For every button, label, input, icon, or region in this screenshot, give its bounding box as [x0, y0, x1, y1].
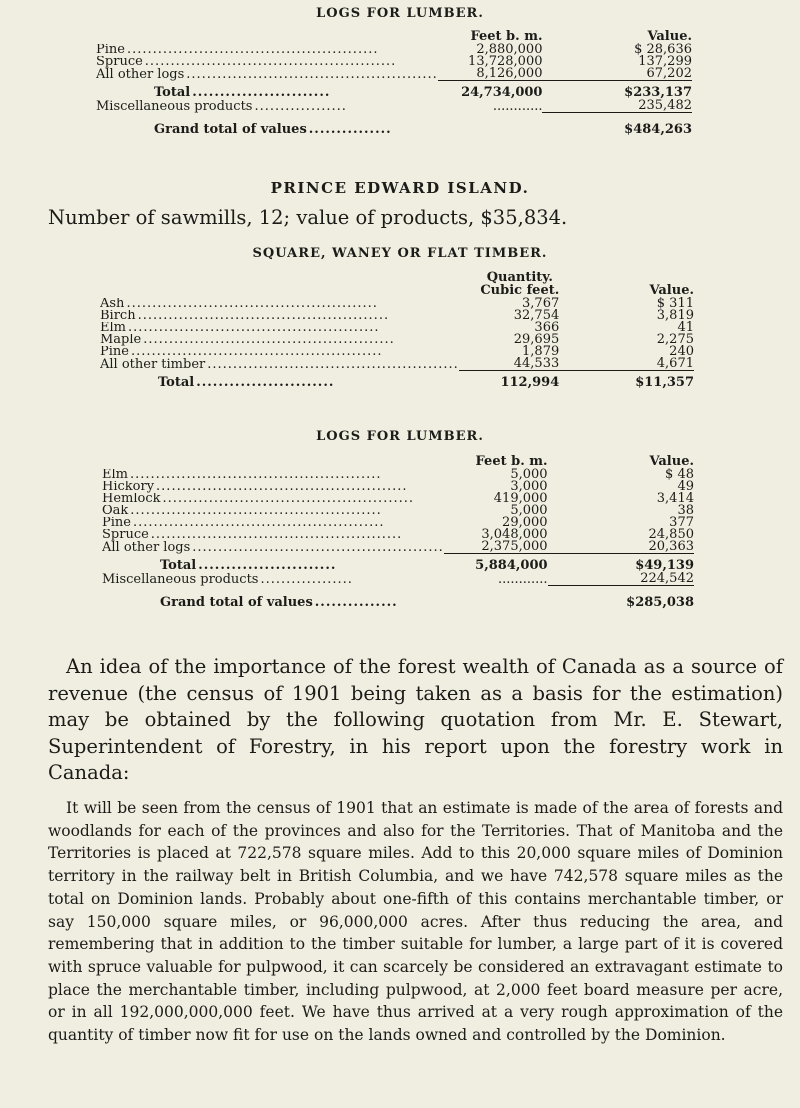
row-label: Hickory [102, 481, 155, 493]
row-value: 38 [677, 503, 694, 518]
table-row: Ash ................................................. 3,767 $ 311 [100, 296, 694, 311]
row-value: 41 [677, 320, 694, 335]
row-value: 20,363 [648, 539, 694, 554]
row-value: 4,671 [656, 356, 694, 371]
section1-heading: LOGS FOR LUMBER. [316, 6, 484, 21]
row-value: 240 [669, 344, 694, 359]
section3-col1-header: Feet b. m. [475, 454, 548, 469]
row-label: All other logs [96, 68, 185, 81]
total-label: Total [158, 375, 195, 390]
row-label: Pine [96, 44, 125, 56]
row-value: 24,850 [648, 527, 694, 542]
table-row: Spruce ................................................. 3,048,000 24,850 [102, 527, 694, 542]
misc-quantity: ............ [497, 571, 548, 587]
row-value: 3,414 [656, 491, 694, 506]
pei-summary: Number of sawmills, 12; value of products, $35,834. [48, 206, 568, 229]
section1-table [96, 30, 692, 137]
section1-misc-row: Miscellaneous products .................. ............ 235,482 [96, 98, 692, 114]
total-quantity: 24,734,000 [438, 81, 543, 101]
section2-table [100, 271, 694, 390]
row-label: Elm [102, 469, 128, 481]
row-value: 137,299 [638, 54, 692, 69]
row-value: $ 311 [656, 296, 694, 311]
row-quantity: 5,000 [510, 467, 548, 482]
row-value: 67,202 [646, 66, 692, 81]
row-value: $ 48 [665, 467, 694, 482]
row-value: 377 [669, 515, 694, 530]
row-label: Hemlock [102, 493, 161, 505]
row-label: All other timber [100, 358, 206, 371]
row-label: Elm [100, 322, 126, 334]
total-quantity: 112,994 [459, 371, 560, 391]
table-row: All other logs ................................................. 2,375,000 20,363 [102, 539, 694, 554]
row-label: Birch [100, 310, 136, 322]
section1-total-row: Total ......................... 24,734,000 $233,137 [96, 81, 692, 101]
intro-paragraph-text: An idea of the importance of the forest wealth of Canada as a source of revenue (the census of 1901 being taken as a basis for the estimation) may be obtained by the following quotation from Mr. E. Stewart, Superintendent of Forestry, in his report upon the forestry work in Canada: [48, 655, 783, 784]
row-quantity: 2,375,000 [481, 539, 548, 554]
total-value: $11,357 [559, 371, 694, 391]
row-quantity: 3,048,000 [481, 527, 548, 542]
section3-grand-row: Grand total of values ............... $285,038 [102, 586, 694, 611]
section1-grand-row: Grand total of values ............... $484,263 [96, 113, 692, 138]
table-row: Pine ................................................. 29,000 377 [102, 515, 694, 530]
section3-header-row [102, 455, 694, 469]
row-quantity: 419,000 [493, 491, 548, 506]
section3-misc-row: Miscellaneous products .................. ............ 224,542 [102, 571, 694, 587]
table-row: Birch ................................................. 32,754 3,819 [100, 308, 694, 323]
row-value: 49 [677, 479, 694, 494]
row-quantity: 5,000 [510, 503, 548, 518]
row-quantity: 29,695 [513, 332, 560, 347]
row-label: Oak [102, 505, 129, 517]
misc-quantity: ............ [492, 98, 543, 114]
grand-value: $484,263 [542, 113, 692, 138]
table-row: Elm ................................................. 366 41 [100, 320, 694, 335]
misc-label: Miscellaneous products [102, 573, 259, 586]
total-label: Total [160, 558, 197, 573]
row-label: Spruce [96, 56, 143, 68]
row-quantity: 8,126,000 [476, 66, 543, 81]
table-row: Maple ................................................. 29,695 2,275 [100, 332, 694, 347]
section2-header-row [100, 271, 694, 298]
table-row: Spruce ................................................. 13,728,000 137,299 [96, 54, 692, 69]
section1-col2-header: Value. [647, 29, 692, 44]
table-row: All other logs ................................................. 8,126,000 67,202 [96, 66, 692, 81]
row-label: Pine [102, 517, 131, 529]
misc-label: Miscellaneous products [96, 100, 253, 113]
section3-col2-header: Value. [649, 454, 694, 469]
section3-table [102, 455, 694, 610]
row-quantity: 29,000 [502, 515, 548, 530]
section1-col1-header: Feet b. m. [470, 29, 543, 44]
row-quantity: 32,754 [513, 308, 560, 323]
section2-col1-header-a: Quantity. [486, 270, 553, 285]
table-row: Hemlock ................................................. 419,000 3,414 [102, 491, 694, 506]
misc-value: 235,482 [638, 98, 692, 113]
row-quantity: 13,728,000 [468, 54, 543, 69]
row-value: 3,819 [656, 308, 694, 323]
section3-total-row: Total ......................... 5,884,000 $49,139 [102, 554, 694, 574]
row-value: $ 28,636 [634, 42, 692, 57]
row-label: Spruce [102, 529, 149, 541]
misc-value: 224,542 [640, 571, 694, 586]
intro-paragraph [48, 654, 783, 787]
section2-col1-header-b: Cubic feet. [480, 283, 560, 298]
row-quantity: 1,879 [522, 344, 560, 359]
row-label: All other logs [102, 541, 191, 554]
row-quantity: 3,000 [510, 479, 548, 494]
row-quantity: 44,533 [513, 356, 560, 371]
total-label: Total [154, 85, 191, 100]
total-value: $49,139 [548, 554, 694, 574]
section2-col2-header: Value. [649, 283, 694, 298]
row-quantity: 3,767 [522, 296, 560, 311]
row-label: Ash [100, 298, 125, 310]
section3-heading: LOGS FOR LUMBER. [316, 429, 484, 444]
section2-total-row: Total ......................... 112,994 $11,357 [100, 371, 694, 391]
table-row: Pine ................................................. 2,880,000 $ 28,636 [96, 42, 692, 57]
pei-heading: PRINCE EDWARD ISLAND. [270, 179, 530, 197]
row-value: 2,275 [656, 332, 694, 347]
grand-value: $285,038 [548, 586, 694, 611]
grand-label: Grand total of values [154, 122, 307, 137]
total-value: $233,137 [542, 81, 692, 101]
table-row: Pine ................................................. 1,879 240 [100, 344, 694, 359]
quote-paragraph [48, 797, 783, 1047]
quote-paragraph-text: It will be seen from the census of 1901 that an estimate is made of the area of forests and woodlands for each of the provinces and also for the Territories. That of Manitoba and the Territories is placed at 722,578 square miles. Add to this 20,000 square miles of Dominion territory in the railway belt in British Columbia, and we have 742,578 square miles as the total on Dominion lands. Probably about one-fifth of this contains merchantable timber, or say 150,000 square miles, or 96,000,000 acres. After thus reducing the area, and remembering that in addition to the timber suitable for lumber, a large part of it is covered with spruce valuable for pulpwood, it can scarcely be considered an extravagant estimate to place the merchantable timber, including pulpwood, at 2,000 feet board measure per acre, or in all 192,000,000,000 feet. We have thus arrived at a very rough approximation of the quantity of timber now fit for use on the lands owned and controlled by the Dominion. [48, 799, 783, 1045]
row-label: Pine [100, 346, 129, 358]
table-row: Oak ................................................. 5,000 38 [102, 503, 694, 518]
section2-heading: SQUARE, WANEY OR FLAT TIMBER. [252, 246, 548, 261]
total-quantity: 5,884,000 [444, 554, 548, 574]
row-quantity: 2,880,000 [476, 42, 543, 57]
section1-header-row [96, 30, 692, 44]
row-label: Maple [100, 334, 142, 346]
table-row: Elm ................................................. 5,000 $ 48 [102, 467, 694, 482]
table-row: Hickory ................................................. 3,000 49 [102, 479, 694, 494]
grand-label: Grand total of values [160, 595, 313, 610]
table-row: All other timber ................................................. 44,533 4,671 [100, 356, 694, 371]
row-quantity: 366 [534, 320, 560, 335]
